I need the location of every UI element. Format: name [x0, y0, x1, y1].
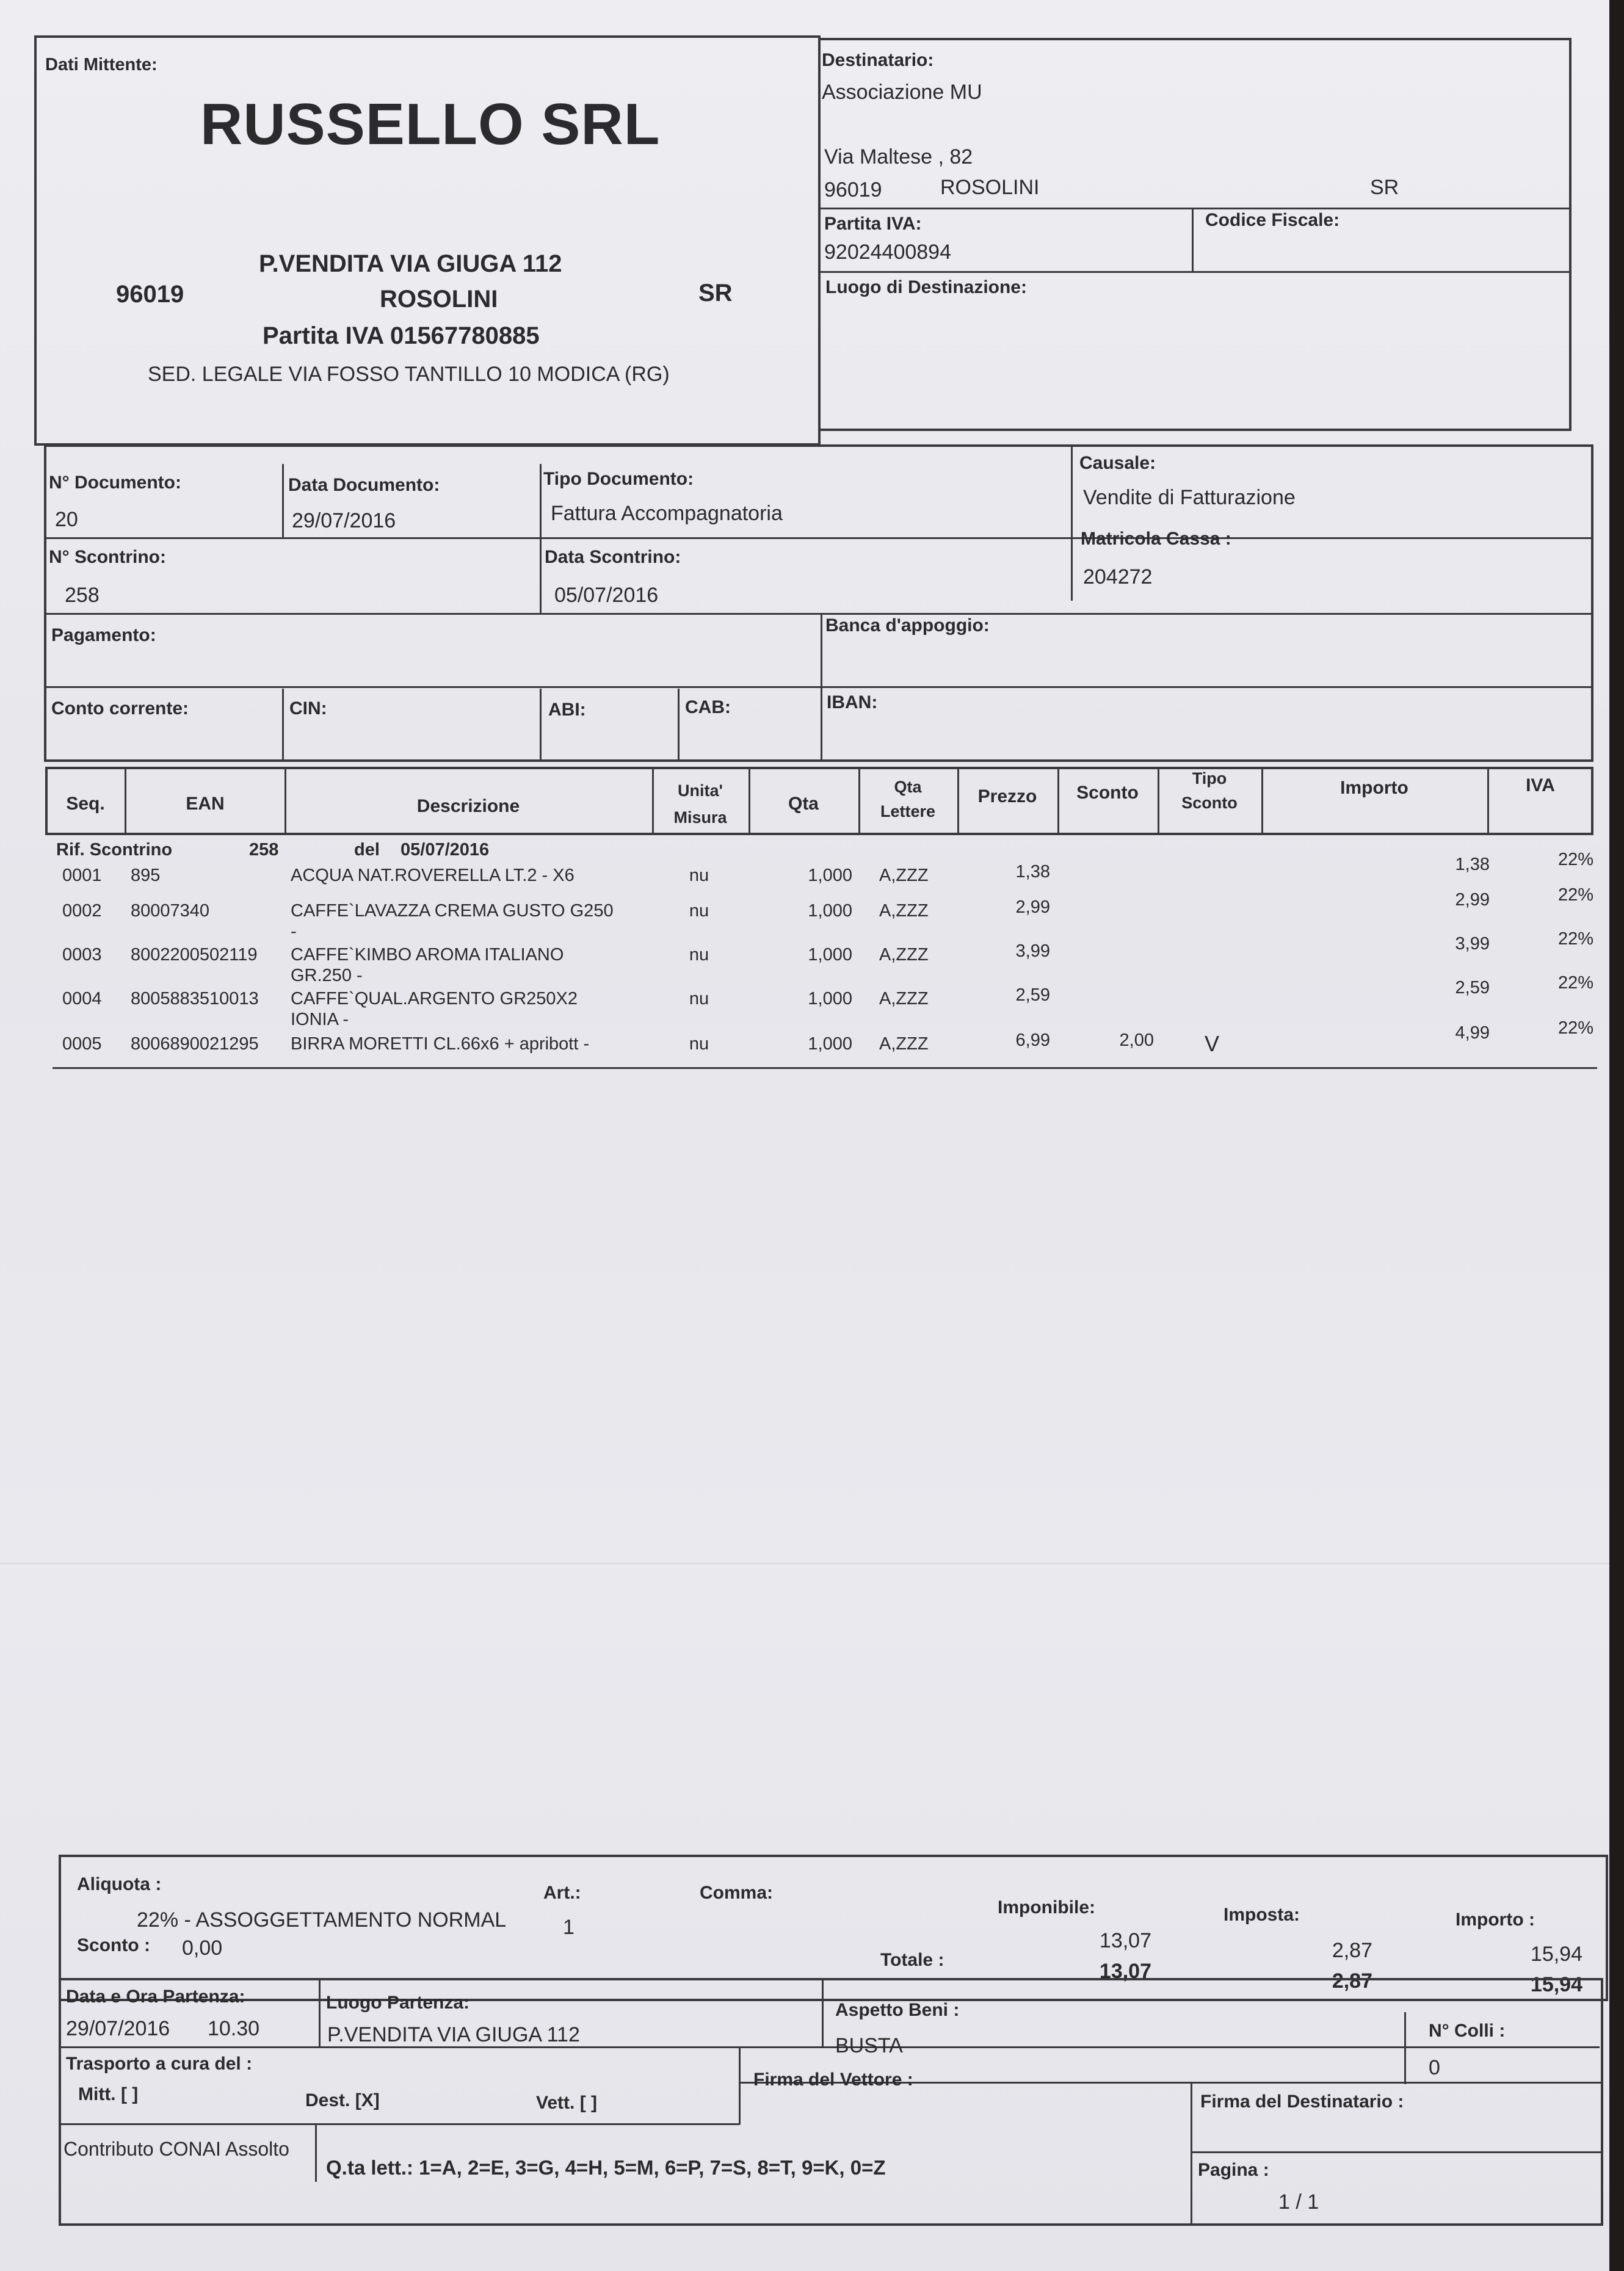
comma-label: Comma: [700, 1883, 774, 1903]
cell-seq: 0002 [62, 901, 102, 921]
sender-vat: Partita IVA 01567780885 [263, 322, 540, 349]
departure-datetime-label: Data e Ora Partenza: [66, 1987, 245, 2007]
bank-label: Banca d'appoggio: [825, 615, 990, 636]
col-qty-letters-2: Lettere [880, 802, 936, 820]
cell-importo: 2,59 [1455, 978, 1490, 998]
transport-vett: Vett. [ ] [536, 2093, 598, 2113]
matricola: 204272 [1083, 565, 1153, 589]
iban-label: IBAN: [827, 692, 878, 712]
cell-prezzo: 2,59 [1015, 985, 1050, 1005]
summary-discount: 0,00 [182, 1936, 223, 1960]
carrier-signature-label: Firma del Vettore : [753, 2070, 913, 2090]
total-imposta: 2,87 [1332, 1969, 1372, 1993]
aliquota-label: Aliquota : [77, 1874, 162, 1894]
importo-label: Importo : [1455, 1910, 1535, 1930]
recipient-city: ROSOLINI [940, 176, 1040, 199]
importo: 15,94 [1530, 1943, 1582, 1966]
summary-discount-label: Sconto : [77, 1935, 150, 1955]
cell-um: nu [689, 989, 709, 1009]
sender-province: SR [698, 280, 733, 306]
cell-iva: 22% [1557, 929, 1593, 949]
cell-seq: 0003 [62, 945, 102, 965]
receipt-number: 258 [65, 584, 100, 607]
col-seq: Seq. [66, 794, 105, 814]
page-label: Pagina : [1198, 2160, 1269, 2180]
col-description: Descrizione [416, 796, 520, 816]
cell-ean: 8006890021295 [131, 1034, 259, 1054]
cell-qta: 1,000 [808, 901, 852, 921]
cell-ql: A,ZZZ [879, 901, 929, 921]
recipient-vat-label: Partita IVA: [824, 214, 922, 234]
account-label: Conto corrente: [51, 698, 189, 719]
imposta: 2,87 [1332, 1939, 1372, 1962]
recipient-cap: 96019 [824, 178, 882, 201]
doc-date: 29/07/2016 [292, 509, 396, 532]
cell-iva: 22% [1557, 850, 1593, 869]
cell-um: nu [689, 1034, 709, 1054]
cell-ql: A,ZZZ [879, 945, 929, 965]
cell-qta: 1,000 [808, 1034, 852, 1054]
art: 1 [563, 1916, 575, 1939]
transport-care-label: Trasporto a cura del : [66, 2054, 253, 2074]
goods-aspect-label: Aspetto Beni : [835, 2000, 960, 2020]
packages: 0 [1429, 2056, 1440, 2079]
destination-label: Luogo di Destinazione: [825, 277, 1027, 297]
cin-label: CIN: [289, 698, 327, 719]
col-vat: IVA [1526, 775, 1555, 795]
receipt-number-label: N° Scontrino: [49, 547, 166, 567]
imposta-label: Imposta: [1223, 1905, 1300, 1925]
receipt-ref-label: Rif. Scontrino [56, 840, 173, 860]
cell-qta: 1,000 [808, 989, 852, 1009]
aliquota: 22% - ASSOGGETTAMENTO NORMAL [137, 1908, 507, 1932]
imponibile: 13,07 [1099, 1929, 1151, 1952]
abi-label: ABI: [548, 700, 586, 720]
cell-ql: A,ZZZ [879, 989, 929, 1009]
items-bottom-line [53, 1067, 1597, 1069]
matricola-label: Matricola Cassa : [1081, 529, 1231, 549]
departure-place-label: Luogo Partenza: [326, 1993, 470, 2013]
cell-sconto: 2,00 [1119, 1030, 1154, 1050]
departure-time: 10.30 [208, 2017, 260, 2040]
recipient-province: SR [1370, 176, 1399, 199]
doc-date-label: Data Documento: [288, 475, 440, 495]
cell-prezzo: 1,38 [1015, 862, 1050, 882]
cell-qta: 1,000 [808, 945, 852, 965]
cell-importo: 4,99 [1455, 1023, 1490, 1043]
payment-label: Pagamento: [51, 625, 156, 645]
col-amount: Importo [1340, 778, 1408, 798]
departure-date: 29/07/2016 [66, 2017, 170, 2040]
doc-number-label: N° Documento: [49, 473, 181, 493]
cell-desc: CAFFE`KIMBO AROMA ITALIANO [291, 945, 564, 965]
cell-qta: 1,000 [808, 866, 852, 885]
recipient-vat: 92024400894 [824, 241, 952, 264]
receipt-date: 05/07/2016 [554, 584, 659, 607]
cell-desc-continuation: GR.250 - [291, 966, 363, 985]
packages-label: N° Colli : [1429, 2021, 1506, 2041]
conai-note: Contributo CONAI Assolto [63, 2138, 289, 2160]
cell-prezzo: 2,99 [1015, 897, 1050, 917]
quantity-letters-legend: Q.ta lett.: 1=A, 2=E, 3=G, 4=H, 5=M, 6=P, 7=S, 8=T, 9=K, 0=Z [326, 2156, 886, 2179]
col-discount-type-2: Sconto [1181, 794, 1238, 812]
cell-um: nu [689, 945, 709, 965]
recipient-name: Associazione MU [822, 81, 982, 104]
total-importo: 15,94 [1530, 1973, 1582, 1996]
transport-dest: Dest. [X] [305, 2090, 380, 2110]
background-edge [1609, 0, 1624, 2271]
receipt-ref-date: 05/07/2016 [401, 840, 490, 860]
col-qty: Qta [788, 794, 819, 814]
causale-label: Causale: [1079, 453, 1156, 473]
total-imponibile: 13,07 [1099, 1960, 1151, 1983]
recipient-label: Destinatario: [822, 50, 934, 70]
cell-um: nu [689, 866, 709, 885]
receipt-ref-del: del [354, 840, 380, 860]
cell-seq: 0005 [62, 1034, 102, 1054]
col-discount-type-1: Tipo [1192, 769, 1227, 788]
sender-address: P.VENDITA VIA GIUGA 112 [259, 250, 562, 277]
document-info-box [44, 444, 1593, 762]
art-label: Art.: [543, 1883, 581, 1903]
cell-prezzo: 6,99 [1015, 1030, 1050, 1050]
sender-label: Dati Mittente: [45, 55, 158, 74]
col-qty-letters-1: Qta [894, 778, 922, 796]
cell-iva: 22% [1557, 885, 1593, 905]
transport-mitt: Mitt. [ ] [78, 2084, 139, 2104]
cell-iva: 22% [1557, 1018, 1593, 1038]
goods-aspect: BUSTA [835, 2034, 903, 2057]
cell-desc: CAFFE`QUAL.ARGENTO GR250X2 [291, 989, 578, 1009]
cell-prezzo: 3,99 [1015, 941, 1050, 961]
cell-desc: ACQUA NAT.ROVERELLA LT.2 - X6 [291, 866, 575, 885]
cell-desc-continuation: - [291, 922, 297, 941]
sender-legal-address: SED. LEGALE VIA FOSSO TANTILLO 10 MODICA (RG) [148, 363, 670, 386]
cell-seq: 0004 [62, 989, 102, 1009]
departure-place: P.VENDITA VIA GIUGA 112 [327, 2023, 580, 2046]
col-unit-1: Unita' [678, 781, 723, 800]
page-number: 1 / 1 [1278, 2190, 1319, 2214]
receipt-date-label: Data Scontrino: [545, 547, 681, 567]
total-label: Totale : [880, 1950, 944, 1970]
cell-ean: 8002200502119 [131, 945, 258, 965]
cell-desc-continuation: IONIA - [291, 1010, 349, 1029]
sender-city: ROSOLINI [380, 286, 498, 313]
col-price: Prezzo [977, 786, 1037, 806]
recipient-street: Via Maltese , 82 [824, 145, 973, 168]
recipient-signature-label: Firma del Destinatario : [1200, 2092, 1404, 2112]
sender-cap: 96019 [116, 281, 184, 308]
cab-label: CAB: [685, 697, 731, 717]
doc-number: 20 [55, 508, 78, 531]
doc-type: Fattura Accompagnatoria [551, 502, 783, 525]
recipient-cf-label: Codice Fiscale: [1205, 210, 1340, 230]
col-unit-2: Misura [673, 808, 727, 827]
col-discount: Sconto [1076, 783, 1139, 803]
cell-seq: 0001 [62, 866, 102, 885]
cell-ean: 8005883510013 [131, 989, 259, 1009]
cell-ean: 80007340 [131, 901, 210, 921]
imponibile-label: Imponibile: [998, 1897, 1095, 1918]
receipt-ref-number: 258 [249, 840, 279, 860]
col-ean: EAN [186, 794, 225, 814]
paper-fold [0, 1563, 1612, 1567]
cell-iva: 22% [1557, 973, 1593, 993]
cell-importo: 1,38 [1455, 855, 1490, 874]
cell-tipo: V [1204, 1031, 1219, 1056]
doc-type-label: Tipo Documento: [543, 469, 694, 489]
sender-name: RUSSELLO SRL [200, 92, 661, 157]
cell-desc: CAFFE`LAVAZZA CREMA GUSTO G250 [291, 901, 614, 921]
cell-um: nu [689, 901, 709, 921]
cell-importo: 3,99 [1455, 934, 1490, 954]
cell-ql: A,ZZZ [879, 1034, 929, 1054]
cell-importo: 2,99 [1455, 890, 1490, 910]
cell-ean: 895 [131, 866, 161, 885]
cell-ql: A,ZZZ [879, 866, 929, 885]
causale: Vendite di Fatturazione [1083, 486, 1296, 509]
cell-desc: BIRRA MORETTI CL.66x6 + apribott - [291, 1034, 590, 1054]
